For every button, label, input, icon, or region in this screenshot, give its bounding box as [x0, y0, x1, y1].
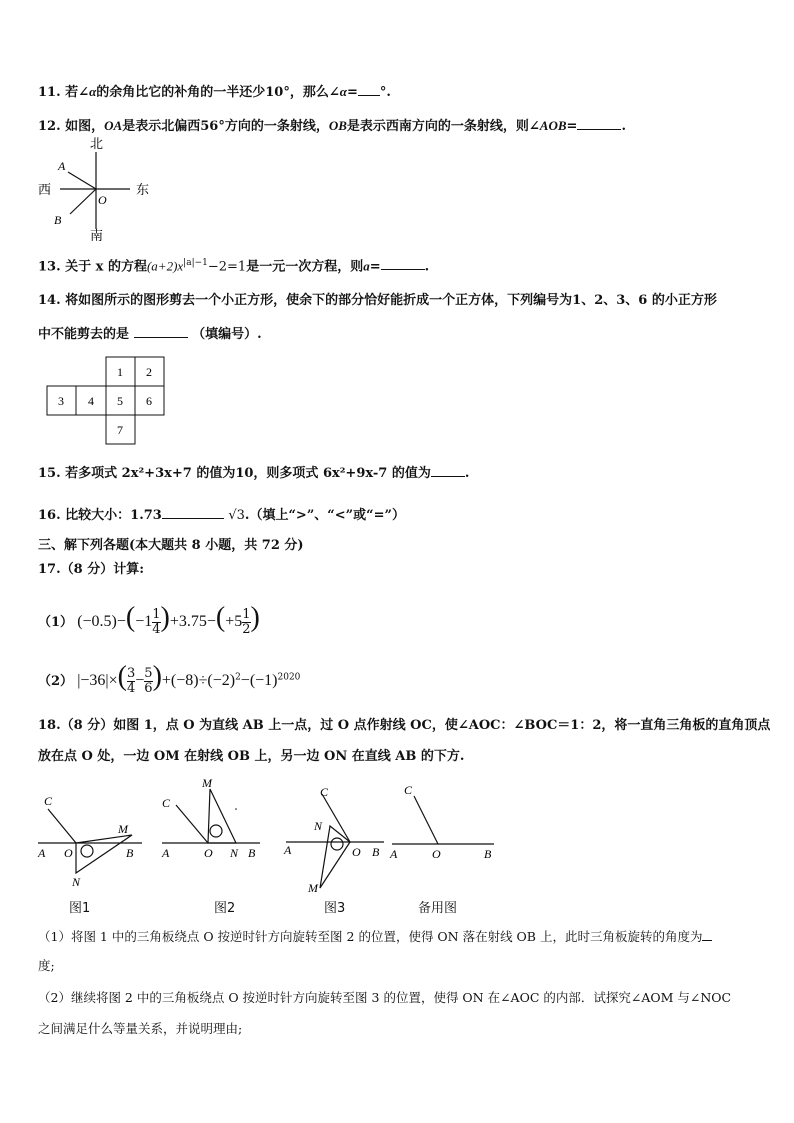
answer-blank	[577, 116, 621, 130]
cube-net-figure	[46, 356, 176, 448]
point-o-label: O	[98, 193, 107, 207]
cell-2: 2	[146, 365, 152, 379]
q18-sub-2-line1: （2）继续将图 2 中的三角板绕点 O 按逆时针方向旋转至图 3 的位置，使得 ON 在∠AOC 的内部．试探究∠AOM 与∠NOC	[38, 990, 732, 1005]
question-16: 16. 比较大小：1.73 √3.（填上“>”、“<”或“=”）	[38, 505, 405, 525]
svg-text:O: O	[204, 846, 213, 860]
q18-sub-1-line2: 度;	[38, 958, 55, 973]
svg-text:C: C	[44, 794, 53, 808]
point-a-label: A	[58, 159, 66, 173]
spare-figure	[388, 780, 500, 870]
svg-text:M: M	[118, 822, 128, 836]
svg-text:O: O	[352, 845, 361, 859]
figure-3-caption: 图3	[324, 901, 346, 916]
q17-part-1: （1） (−0.5)−(−1 $\frac{1}{4}$ )+3.75−(+5 $\frac{1}{2}$ )	[38, 602, 260, 637]
svg-text:A: A	[162, 846, 170, 860]
q11-number: 11.	[38, 85, 61, 100]
cell-7: 7	[117, 423, 123, 437]
point-b-label: B	[54, 213, 62, 227]
cell-3: 3	[58, 394, 64, 408]
svg-text:B: B	[484, 847, 492, 861]
answer-blank	[134, 324, 188, 338]
q18-sub-2-line2: 之间满足什么等量关系，并说明理由;	[38, 1021, 243, 1036]
figure-2	[158, 775, 270, 885]
svg-text:C: C	[320, 785, 329, 799]
svg-text:M: M	[308, 881, 318, 895]
section-heading: 三、解下列各题(本大题共 8 小题，共 72 分)	[38, 538, 304, 553]
south-label: 南	[90, 228, 104, 243]
svg-text:B: B	[372, 845, 380, 859]
answer-blank	[431, 463, 465, 477]
question-14-line2: 中不能剪去的是 （填编号）.	[38, 324, 262, 344]
question-15: 15. 若多项式 2x²+3x+7 的值为10，则多项式 6x²+9x-7 的值为 .	[38, 463, 469, 483]
answer-blank	[358, 82, 380, 96]
question-18-line2: 放在点 O 处，一边 OM 在射线 OB 上，另一边 ON 在直线 AB 的下方.	[38, 749, 465, 764]
svg-text:C: C	[404, 783, 413, 797]
svg-text:N: N	[72, 875, 81, 889]
svg-text:C: C	[162, 796, 171, 810]
compass-figure	[30, 134, 160, 244]
spare-figure-caption: 备用图	[418, 901, 458, 916]
svg-text:O: O	[432, 847, 441, 861]
svg-text:O: O	[64, 846, 73, 860]
svg-text:M: M	[202, 776, 212, 790]
svg-text:B: B	[126, 846, 134, 860]
svg-text:B: B	[248, 846, 256, 860]
svg-text:A: A	[38, 846, 46, 860]
answer-blank	[162, 505, 224, 519]
question-11: 11. 若∠α的余角比它的补角的一半还少10°，那么∠α= °.	[38, 84, 391, 100]
figure-2-caption: 图2	[214, 901, 236, 916]
west-label: 西	[38, 182, 52, 197]
svg-text:A: A	[284, 843, 292, 857]
cell-5: 5	[117, 394, 123, 408]
cell-4: 4	[88, 394, 94, 408]
figure-1-caption: 图1	[69, 901, 91, 916]
north-label: 北	[90, 136, 104, 151]
question-18-line1: 18.（8 分）如图 1，点 O 为直线 AB 上一点，过 O 点作射线 OC，使∠AOC：∠BOC＝1：2，将一直角三角板的直角顶点	[38, 718, 771, 733]
question-17: 17.（8 分）计算:	[38, 562, 144, 577]
cell-6: 6	[146, 394, 152, 408]
svg-text:N: N	[314, 819, 323, 833]
answer-blank	[381, 256, 425, 270]
question-12: 12. 如图，OA是表示北偏西56°方向的一条射线，OB是表示西南方向的一条射线，则∠AOB= .	[38, 118, 626, 134]
svg-text:N: N	[230, 846, 239, 860]
q18-sub-1-line1: （1）将图 1 中的三角板绕点 O 按逆时针方向旋转至图 2 的位置，使得 ON 落在射线 OB 上，此时三角板旋转的角度为	[38, 927, 712, 946]
sqrt-3: √3	[228, 508, 245, 523]
figure-1	[34, 785, 146, 895]
answer-blank	[702, 927, 712, 941]
q17-part-2: （2） |−36|×( $\frac{3}{4}$ − $\frac{5}{6}$ )$+(-8)\div(-2)^2-(-1)^{2020}$	[38, 661, 301, 696]
question-14-line1: 14. 将如图所示的图形剪去一个小正方形，使余下的部分恰好能折成一个正方体，下列编号为1、2、3、6 的小正方形	[38, 293, 717, 308]
figure-3	[282, 782, 394, 896]
question-13: 13. 关于 x 的方程$(a+2)x^{|a|-1}-2=1$是一元一次方程，则a= .	[38, 258, 430, 275]
east-label: 东	[136, 182, 150, 197]
svg-text:A: A	[390, 847, 398, 861]
cell-1: 1	[117, 365, 123, 379]
